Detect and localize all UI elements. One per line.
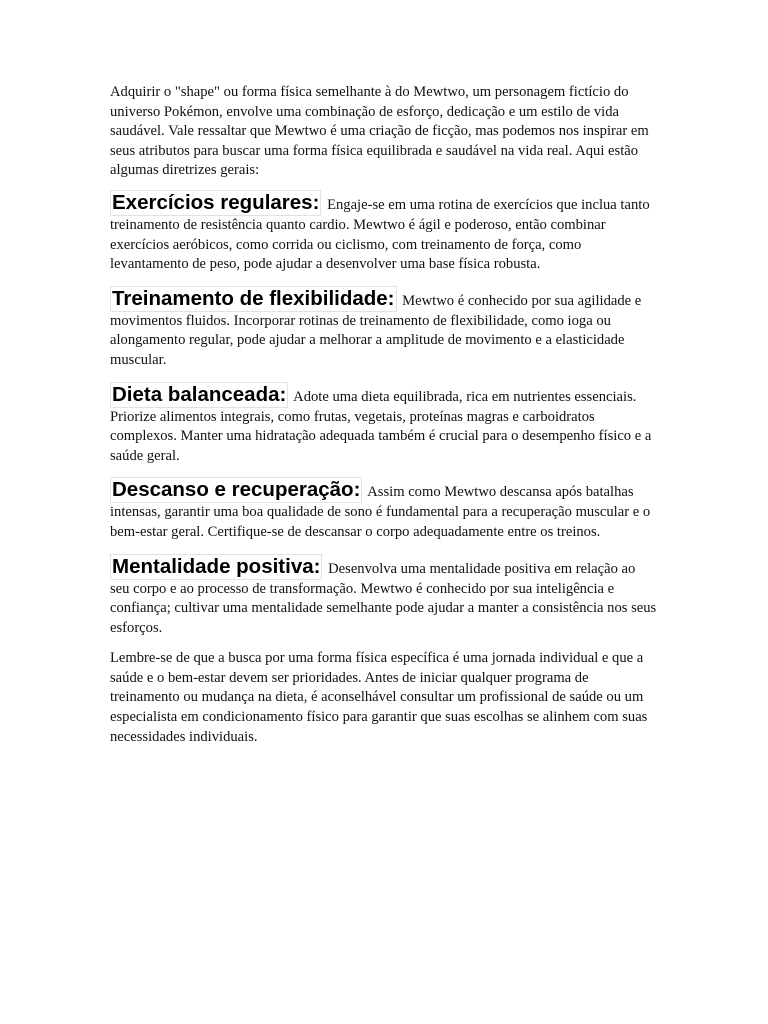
closing-paragraph: Lembre-se de que a busca por uma forma física específica é uma jornada individual e que a saúde e o bem-estar devem ser prioridades. Antes de iniciar qualquer programa de treinamento ou mudança na dieta, é aconselhável consultar um profissional de saúde ou um especialista em condicionamento físico para garantir que suas escolhas se alinhem com suas necessidades individuais. <box>110 650 648 745</box>
section-descanso <box>110 477 658 542</box>
section-flexibilidade <box>110 286 658 371</box>
section-heading: Exercícios regulares: <box>112 190 320 214</box>
section-heading: Dieta balanceada: <box>112 382 287 406</box>
document-page <box>110 83 658 756</box>
section-heading: Mentalidade positiva: <box>112 554 321 578</box>
section-text: Desenvolva uma mentalidade positiva em relação ao seu corpo e ao processo de transformação. Mewtwo é conhecido por sua inteligência e confiança; cultivar uma mentalidade semelhante pode ajudar a manter a consistência nos seus esforços. <box>110 560 657 636</box>
section-heading: Treinamento de flexibilidade: <box>112 286 395 310</box>
section-text: Mewtwo é conhecido por sua agilidade e movimentos fluidos. Incorporar rotinas de treinamento de flexibilidade, como ioga ou alongamento regular, pode ajudar a melhorar a amplitude de movimento e a elasticidade muscular. <box>110 292 642 368</box>
section-heading: Descanso e recuperação: <box>112 478 361 502</box>
section-exercicios <box>110 190 658 275</box>
section-mentalidade <box>110 554 658 639</box>
intro-paragraph: Adquirir o "shape" ou forma física semelhante à do Mewtwo, um personagem fictício do universo Pokémon, envolve uma combinação de esforço, dedicação e um estilo de vida saudável. Vale ressaltar que Mewtwo é uma criação de ficção, mas podemos nos inspirar em seus atributos para buscar uma forma física equilibrada e saudável na vida real. Aqui estão algumas diretrizes gerais: <box>110 84 649 179</box>
section-dieta <box>110 382 658 467</box>
section-text: Engaje-se em uma rotina de exercícios que inclua tanto treinamento de resistência quanto cardio. Mewtwo é ágil e poderoso, então combinar exercícios aeróbicos, como corrida ou ciclismo, com treinamento de força, como levantamento de peso, pode ajudar a desenvolver uma base física robusta. <box>110 196 650 273</box>
section-text: Adote uma dieta equilibrada, rica em nutrientes essenciais. Priorize alimentos integrais, como frutas, vegetais, proteínas magras e carboidratos complexos. Manter uma hidratação adequada também é crucial para o desempenho físico e a saúde geral. <box>110 388 652 464</box>
section-text: Assim como Mewtwo descansa após batalhas intensas, garantir uma boa qualidade de sono é fundamental para a recuperação muscular e o bem-estar geral. Certifique-se de descansar o corpo adequadamente entre os treinos. <box>110 484 651 540</box>
